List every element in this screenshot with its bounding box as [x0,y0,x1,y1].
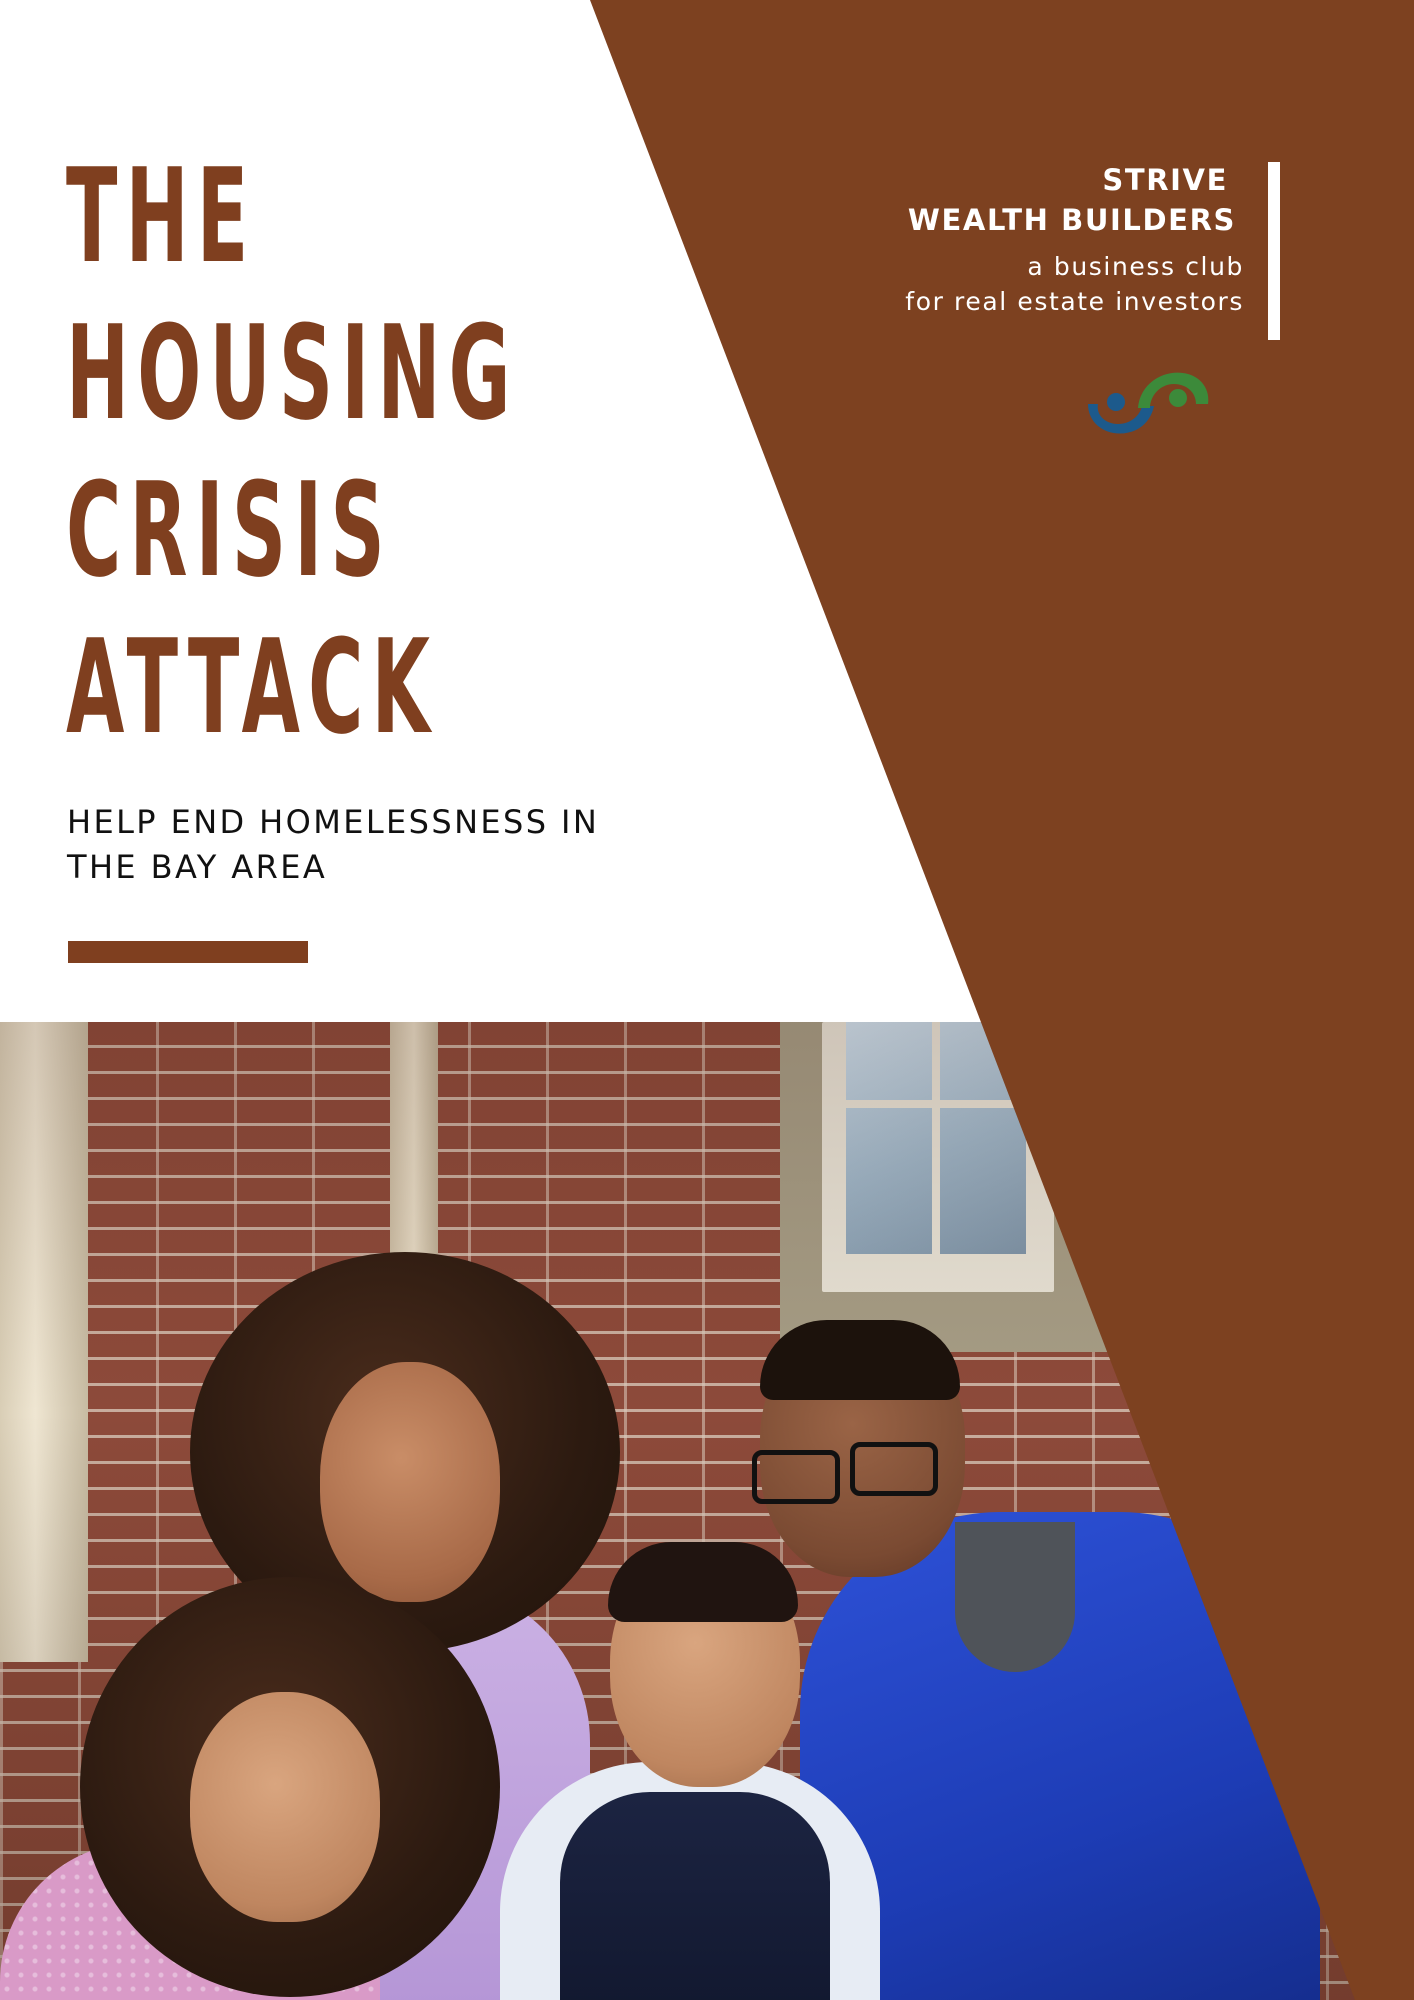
title-line: HOUSING [66,297,519,449]
title-line: CRISIS [66,454,393,606]
brand-name-line: WEALTH BUILDERS [907,203,1236,237]
tagline-line: a business club [1027,252,1244,281]
subtitle-line: THE BAY AREA [67,848,328,886]
strive-logo-icon [1080,368,1210,450]
accent-bar [68,941,308,963]
tagline-line: for real estate investors [905,287,1244,316]
title-line: THE [66,140,257,292]
subtitle-line: HELP END HOMELESSNESS IN [67,803,600,841]
brand-name-line: STRIVE [1102,163,1228,197]
subtitle [67,800,687,890]
brand-divider [1268,162,1280,340]
title-line: ATTACK [66,611,439,763]
brand-tagline [784,249,1244,319]
poster-title [66,138,586,766]
brand-name [816,160,1236,240]
